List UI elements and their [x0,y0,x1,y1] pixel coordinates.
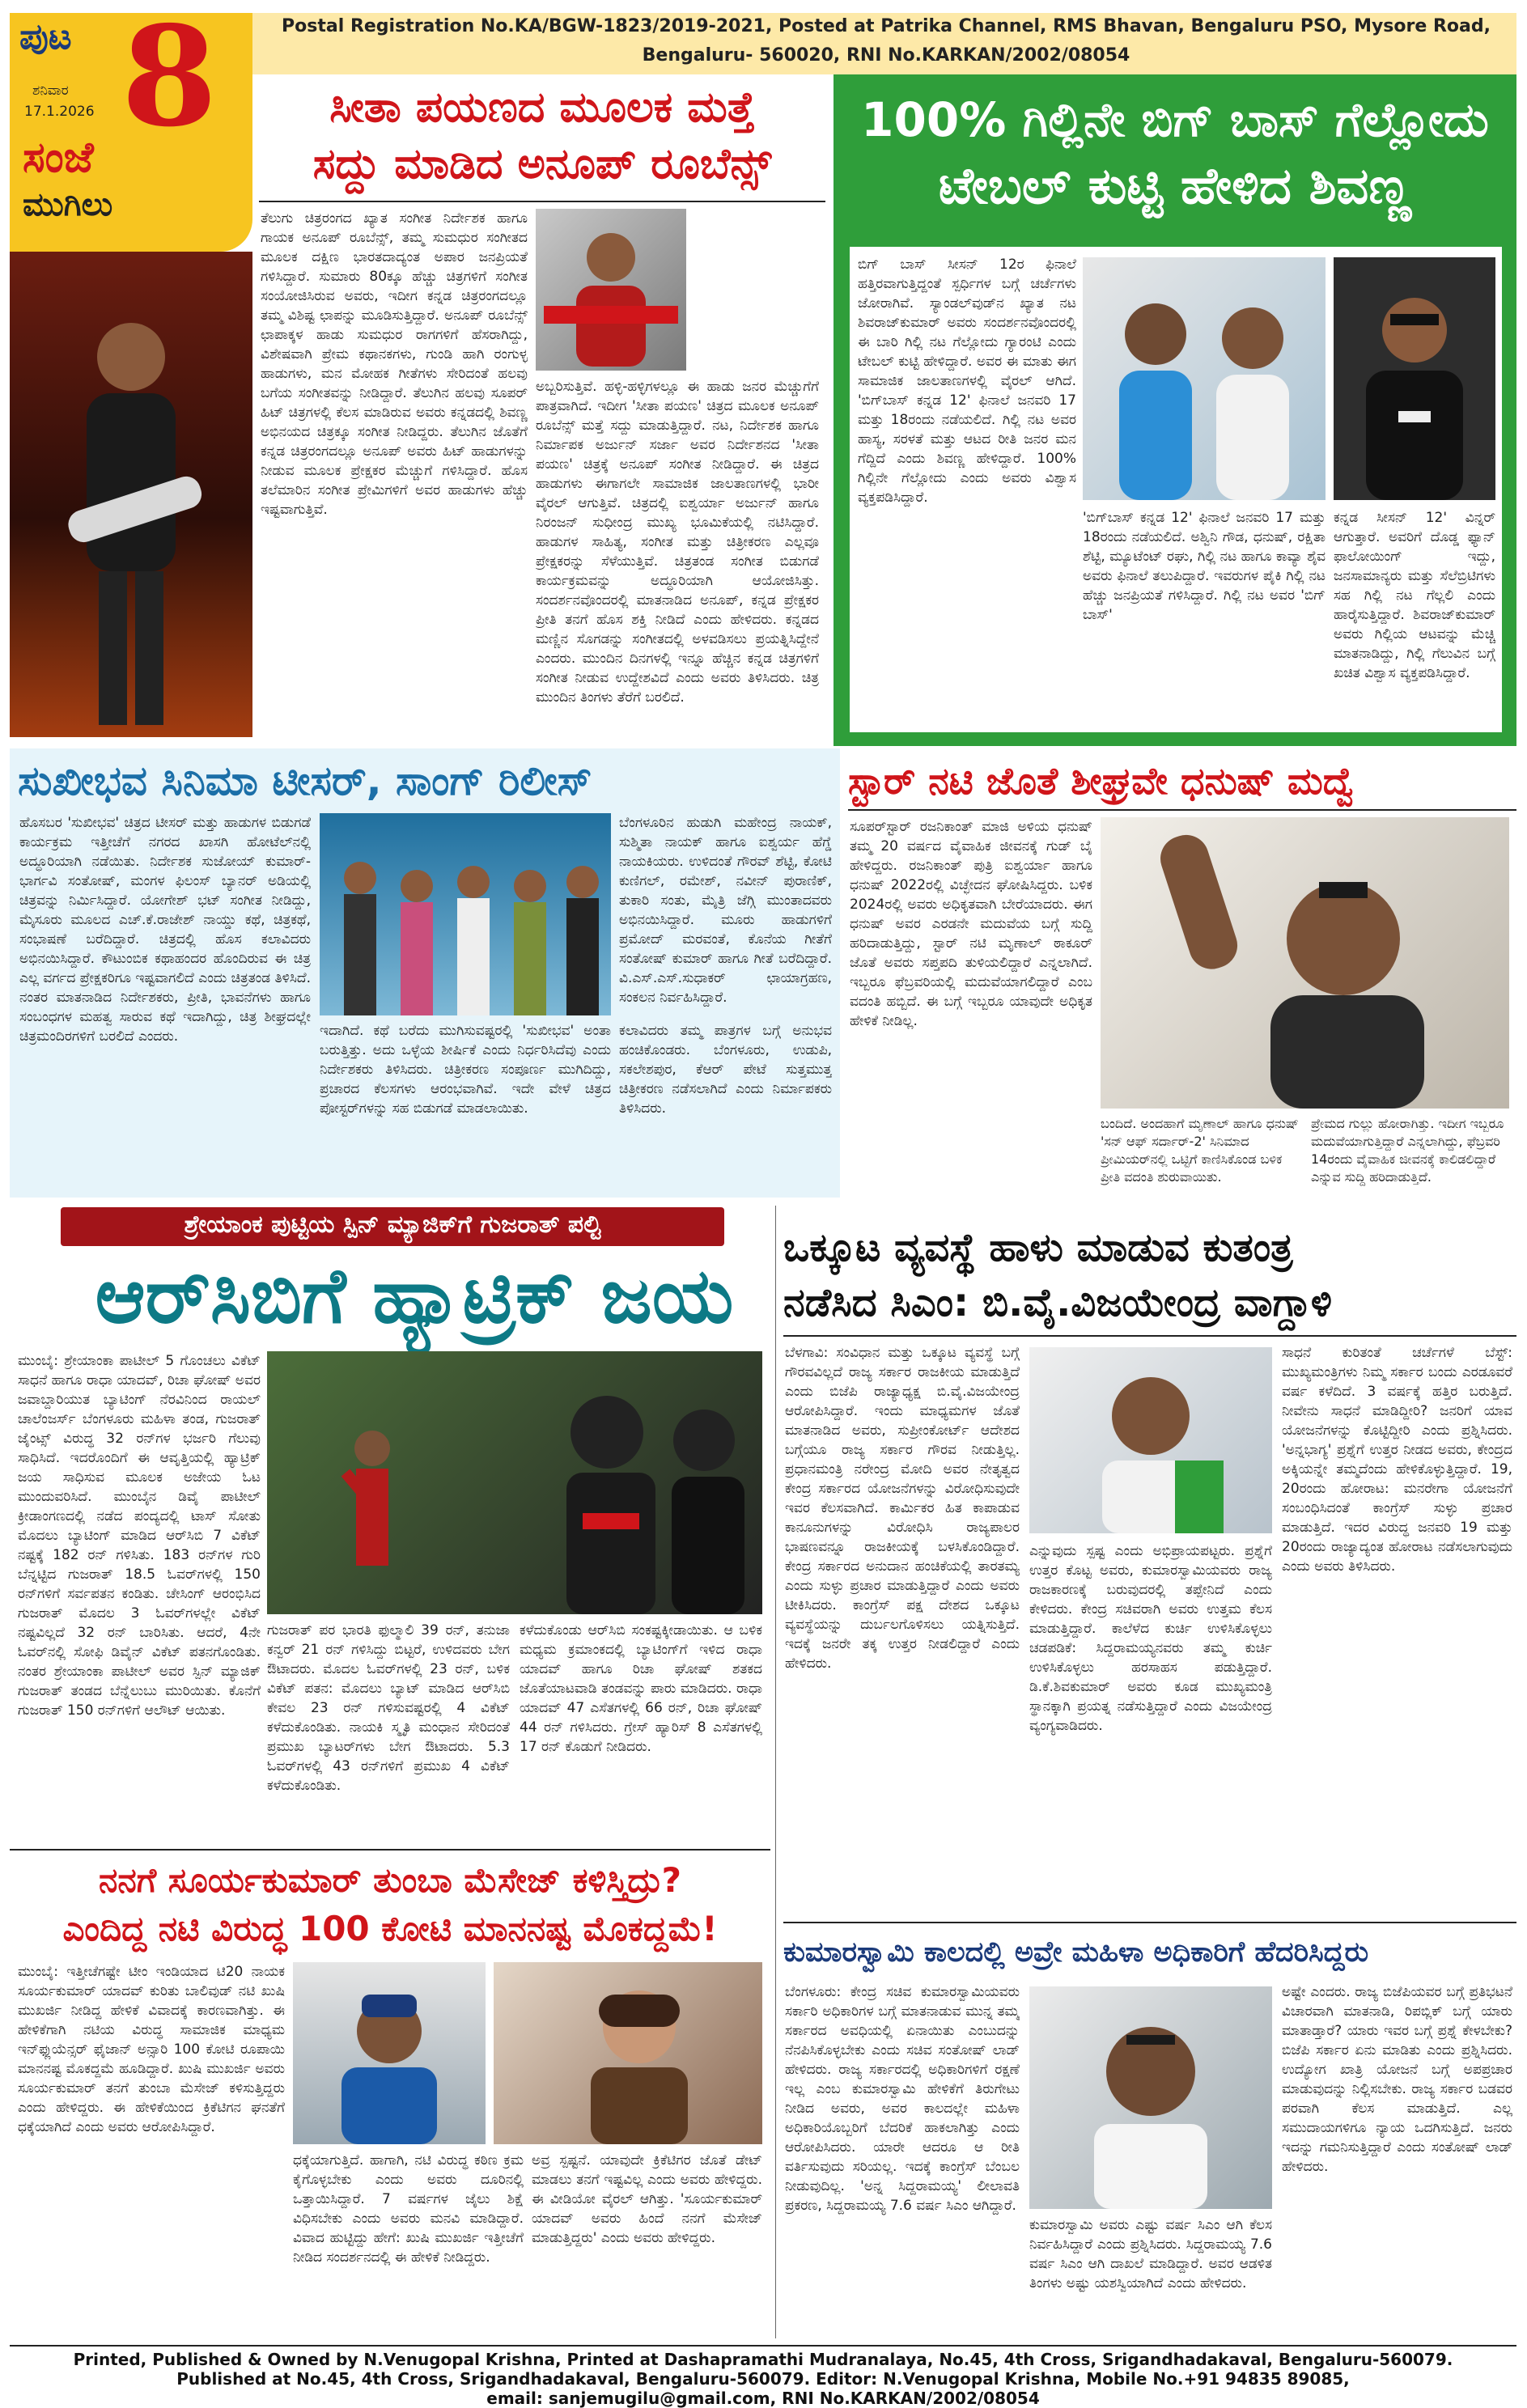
kumaraswamy-caption: ಕುಮಾರಸ್ವಾಮಿ ಅವರು ಎಷ್ಟು ವರ್ಷ ಸಿಎಂ ಆಗಿ ಕೆಲಸ ನಿರ್ವಹಿಸಿದ್ದಾರೆ ಎಂದು ಪ್ರಶ್ನಿಸಿದರು. ಸಿದ್ದರಾಮಯ್ಯ 7.6 ವರ್ಷ ಸಿಎಂ ಆಗಿ ದಾಖಲೆ ಮಾಡಿದ್ದಾರೆ. ಅವರ ಆಡಳಿತ ತಿಂಗಳು ಅಷ್ಟು ಯಶಸ್ವಿಯಾಗಿದೆ ಎಂದು ಹೇಳಿದರು. [1029,2217,1272,2291]
shivanna-col-1: ಬಿಗ್ ಬಾಸ್ ಸೀಸನ್ 12ರ ಫಿನಾಲೆ ಹತ್ತಿರವಾಗುತ್ತಿದ್ದಂತೆ ಸ್ಪರ್ಧಿಗಳ ಬಗ್ಗೆ ಚರ್ಚೆಗಳು ಜೋರಾಗಿವೆ. ಸ್ಯಾಂಡಲ್‌ವುಡ್‌ನ ಖ್ಯಾತ ನಟ ಶಿವರಾಜ್‌ಕುಮಾರ್ ಅವರು ಸಂದರ್ಶನವೊಂದರಲ್ಲಿ ಈ ಬಾರಿ ಗಿಲ್ಲಿ ನಟ ಗೆಲ್ಲೋದು ಗ್ಯಾರಂಟಿ ಎಂದು ಟೇಬಲ್ ಕುಟ್ಟಿ ಹೇಳಿದ್ದಾರೆ. ಅವರ ಈ ಮಾತು ಈಗ ಸಾಮಾಜಿಕ ಜಾಲತಾಣಗಳಲ್ಲಿ ವೈರಲ್ ಆಗಿದೆ. 'ಬಿಗ್‌ಬಾಸ್ ಕನ್ನಡ 12' ಫಿನಾಲೆ ಜನವರಿ 17 ಮತ್ತು 18ರಂದು ನಡೆಯಲಿದೆ. ಗಿಲ್ಲಿ ನಟ ಅವರ ಹಾಸ್ಯ, ಸರಳತೆ ಮತ್ತು ಆಟದ ರೀತಿ ಜನರ ಮನ ಗೆದ್ದಿದೆ ಎಂದು ಶಿವಣ್ಣ ಹೇಳಿದ್ದಾರೆ. 100% ಗಿಲ್ಲಿನೇ ಗೆಲ್ಲೋದು ಎಂದು ಅವರು ವಿಶ್ವಾಸ ವ್ಯಕ್ತಪಡಿಸಿದ್ದಾರೆ. [858,256,1076,506]
column-divider [775,1206,776,2338]
rcb-kicker: ಶ್ರೇಯಾಂಕ ಪುಟ್ಟಿಯ ಸ್ಪಿನ್ ಮ್ಯಾಜಿಕ್‌ಗೆ ಗುಜರಾತ್ ಪಲ್ಟಿ [184,1210,601,1239]
shivanna-photo-single [1334,257,1495,500]
footer-line-2: Published at No.45, 4th Cross, Srigandhadakaval, Bengaluru-560079. Editor: N.Venugopal Krishna, Mobile No.+91 94835 89085, [176,2369,1350,2389]
shivanna-headline-2: ಟೇಬಲ್ ಕುಟ್ಟಿ ಹೇಳಿದ ಶಿವಣ್ಣ [938,156,1412,215]
anoop-col-1: ತೆಲುಗು ಚಿತ್ರರಂಗದ ಖ್ಯಾತ ಸಂಗೀತ ನಿರ್ದೇಶಕ ಹಾಗೂ ಗಾಯಕ ಅನೂಪ್ ರೂಬೆನ್ಸ್, ತಮ್ಮ ಸುಮಧುರ ಸಂಗೀತದ ಮೂಲಕ ದಕ್ಷಿಣ ಭಾರತದಾದ್ಯಂತ ಅಪಾರ ಜನಪ್ರಿಯತೆ ಗಳಿಸಿದ್ದಾರೆ. ಸುಮಾರು 80ಕ್ಕೂ ಹೆಚ್ಚು ಚಿತ್ರಗಳಿಗೆ ಸಂಗೀತ ಸಂಯೋಜಿಸಿರುವ ಅವರು, ಇದೀಗ ಕನ್ನಡ ಚಿತ್ರರಂಗದಲ್ಲೂ ತಮ್ಮ ವಿಶಿಷ್ಟ ಛಾಪನ್ನು ಮೂಡಿಸುತ್ತಿದ್ದಾರೆ. ಅನೂಪ್ ರೂಬೆನ್ಸ್ ಛಾಪಾಕ್ಕಳ ಹಾಡು ಸುಮಧುರ ರಾಗಗಳಿಗೆ ಹೆಸರಾಗಿದ್ದು, ವಿಶೇಷವಾಗಿ ಪ್ರೇಮ ಕಥಾನಕಗಳು, ಗುಂಡಿ ಹಾಗಿ ರಂಗುಳ್ಳ ಹಾಡುಗಳು, ಮನ ಮೋಹಕ ಗೀತೆಗಳು ಸೇರಿದಂತೆ ಹಲವು ಬಗೆಯ ಸಂಗೀತವನ್ನು ನೀಡಿದ್ದಾರೆ. ತೆಲುಗಿನ ಹಲವು ಸೂಪರ್ ಹಿಟ್ ಚಿತ್ರಗಳಲ್ಲಿ ಕೆಲಸ ಮಾಡಿರುವ ಅವರು ಕನ್ನಡದಲ್ಲಿ ಶಿವಣ್ಣ ಅಭಿನಯದ ಚಿತ್ರಕ್ಕೂ ಸಂಗೀತ ನೀಡಿದ್ದರು. ತೆಲುಗಿನ ಜೊತೆಗೆ ಕನ್ನಡ ಚಿತ್ರರಂಗದಲ್ಲೂ ಅನೂಪ್ ಅವರು ಹಿಟ್ ಹಾಡುಗಳನ್ನು ನೀಡುವ ಮೂಲಕ ಪ್ರೇಕ್ಷಕರ ಮೆಚ್ಚುಗೆ ಗಳಿಸಿದ್ದಾರೆ. ಹೊಸ ತಲೆಮಾರಿನ ಸಂಗೀತ ಪ್ರೇಮಿಗಳಿಗೆ ಅವರ ಹಾಡುಗಳು ಹೆಚ್ಚು ಇಷ್ಟವಾಗುತ್ತಿವೆ. [261,210,528,518]
vijayendra-photo [1029,1347,1272,1533]
footer-rule [10,2345,1516,2347]
shivanna-col-3: ಕನ್ನಡ ಸೀಸನ್ 12' ವಿನ್ನರ್ ಆಗುತ್ತಾರೆ. ಅವರಿಗೆ ದೊಡ್ಡ ಫ್ಯಾನ್ ಫಾಲೋಯಿಂಗ್ ಇದ್ದು, ಜನಸಾಮಾನ್ಯರು ಮತ್ತು ಸೆಲೆಬ್ರಿಟಿಗಳು ಸಹ ಗಿಲ್ಲಿ ನಟ ಗೆಲ್ಲಲಿ ಎಂದು ಹಾರೈಸುತ್ತಿದ್ದಾರೆ. ಶಿವರಾಜ್‌ಕುಮಾರ್ ಅವರು ಗಿಲ್ಲಿಯ ಆಟವನ್ನು ಮೆಚ್ಚಿ ಮಾತನಾಡಿದ್ದು, ಗಿಲ್ಲಿ ಗೆಲುವಿನ ಬಗ್ಗೆ ಖಚಿತ ವಿಶ್ವಾಸ ವ್ಯಕ್ತಪಡಿಸಿದ್ದಾರೆ. [1334,510,1495,681]
sukhibhava-col-2: ಬೆಂಗಳೂರಿನ ಹುಡುಗಿ ಮಹೇಂದ್ರ ನಾಯಕ್, ಸುಶ್ಮಿತಾ ನಾಯಕ್ ಹಾಗೂ ಐಶ್ವರ್ಯ ಹೆಗ್ಡೆ ನಾಯಕಿಯರು. ಉಳಿದಂತೆ ಗೌರವ್ ಶೆಟ್ಟಿ, ಕೋಟಿ ಕುಣಿಗಲ್, ರಮೇಶ್, ನವೀನ್ ಪುರಾಣಿಕ್, ತುಕಾರಿ ಸಂತು, ಮೈತ್ರಿ ಜೆಗ್ಗಿ ಮುಂತಾದವರು ಅಭಿನಯಿಸಿದ್ದಾರೆ. ಮೂರು ಹಾಡುಗಳಿಗೆ ಪ್ರಮೋದ್ ಮರವಂತೆ, ಕೊನೆಯ ಗೀತೆಗೆ ಸಂತೋಷ್ ಕುಮಾರ್ ಹಾಗೂ ಗೀತೆ ಬರೆದಿದ್ದಾರೆ. ವಿ.ಎಸ್.ಎಸ್.ಸುಧಾಕರ್ ಛಾಯಾಗ್ರಹಣ, ಸಂಕಲನ ನಿರ್ವಹಿಸಿದ್ದಾರೆ. [619,815,832,1006]
cm-headline-1: ಒಕ್ಕೂಟ ವ್ಯವಸ್ಥೆ ಹಾಳು ಮಾಡುವ ಕುತಂತ್ರ [783,1225,1293,1270]
cm-headline-2: ನಡೆಸಿದ ಸಿಎಂ: ಬಿ.ವೈ.ವಿಜಯೇಂದ್ರ ವಾಗ್ದಾಳಿ [783,1280,1333,1325]
sukhibhava-col-1: ಹೊಸಬರ 'ಸುಖೀಭವ' ಚಿತ್ರದ ಟೀಸರ್ ಮತ್ತು ಹಾಡುಗಳ ಬಿಡುಗಡೆ ಕಾರ್ಯಕ್ರಮ ಇತ್ತೀಚೆಗೆ ನಗರದ ಖಾಸಗಿ ಹೋಟೆಲ್‌ನಲ್ಲಿ ಅದ್ಧೂರಿಯಾಗಿ ನಡೆಯಿತು. ನಿರ್ದೇಶಕ ಸುಜೋಯ್ ಕುಮಾರ್-ಭಾರ್ಗವಿ ಸಂತೋಷ್, ಮಂಗಳ ಫಿಲಂಸ್ ಬ್ಯಾನರ್ ಅಡಿಯಲ್ಲಿ ಚಿತ್ರವನ್ನು ನಿರ್ಮಿಸಿದ್ದಾರೆ. ಯೋಗೇಶ್ ಭಟ್ ಸಂಗೀತ ನೀಡಿದ್ದು, ಮೈಸೂರು ಮೂಲದ ಎಚ್.ಕೆ.ರಾಜೇಶ್ ನಾಯ್ಡು ಕಥೆ, ಚಿತ್ರಕಥೆ, ಸಂಭಾಷಣೆ ಬರೆದಿದ್ದಾರೆ. ಚಿತ್ರದಲ್ಲಿ ಹೊಸ ಕಲಾವಿದರು ಅಭಿನಯಿಸಿದ್ದಾರೆ. ಕೌಟುಂಬಿಕ ಕಥಾಹಂದರ ಹೊಂದಿರುವ ಈ ಚಿತ್ರ ಎಲ್ಲ ವರ್ಗದ ಪ್ರೇಕ್ಷಕರಿಗೂ ಇಷ್ಟವಾಗಲಿದೆ ಎಂದು ಚಿತ್ರತಂಡ ತಿಳಿಸಿದೆ. ನಂತರ ಮಾತನಾಡಿದ ನಿರ್ದೇಶಕರು, ಪ್ರೀತಿ, ಭಾವನೆಗಳು ಹಾಗೂ ಸಂಬಂಧಗಳ ಮಹತ್ವ ಸಾರುವ ಕಥೆ ಇದಾಗಿದ್ದು, ಚಿತ್ರ ಶೀಘ್ರದಲ್ಲೇ ಚಿತ್ರಮಂದಿರಗಳಿಗೆ ಬರಲಿದೆ ಎಂದರು. [19,815,311,1045]
issue-date: 17.1.2026 [24,104,95,120]
surya-col-1: ಮುಂಬೈ: ಇತ್ತೀಚೆಗಷ್ಟೇ ಟೀಂ ಇಂಡಿಯಾದ ಟಿ20 ನಾಯಕ ಸೂರ್ಯಕುಮಾರ್ ಯಾದವ್ ಕುರಿತು ಬಾಲಿವುಡ್ ನಟಿ ಖುಷಿ ಮುಖರ್ಜಿ ನೀಡಿದ್ದ ಹೇಳಿಕೆ ವಿವಾದಕ್ಕೆ ಕಾರಣವಾಗಿತ್ತು. ಈ ಹೇಳಿಕೆಗಾಗಿ ನಟಿಯ ವಿರುದ್ಧ ಸಾಮಾಜಿಕ ಮಾಧ್ಯಮ ಇನ್‌ಫ್ಲುಯೆನ್ಸರ್ ಫೈಜಾನ್ ಅನ್ಸಾರಿ 100 ಕೋಟಿ ರೂಪಾಯಿ ಮಾನನಷ್ಟ ಮೊಕದ್ದಮೆ ಹೂಡಿದ್ದಾರೆ. ಖುಷಿ ಮುಖರ್ಜಿ ಅವರು ಸೂರ್ಯಕುಮಾರ್ ತನಗೆ ತುಂಬಾ ಮೆಸೇಜ್ ಕಳಿಸುತ್ತಿದ್ದರು ಎಂದು ಹೇಳಿದ್ದರು. ಈ ಹೇಳಿಕೆಯಿಂದ ಕ್ರಿಕೆಟಿಗನ ಘನತೆಗೆ ಧಕ್ಕೆಯಾಗಿದೆ ಎಂದು ಅವರು ಆರೋಪಿಸಿದ್ದಾರೆ. [18,1964,285,2135]
cm-col-2: ಎನ್ನುವುದು ಸ್ಪಷ್ಟ ಎಂದು ಅಭಿಪ್ರಾಯಪಟ್ಟರು. ಪ್ರಶ್ನೆಗೆ ಉತ್ತರ ಕೊಟ್ಟ ಅವರು, ಕುಮಾರಸ್ವಾಮಿಯವರು ರಾಜ್ಯ ರಾಜಕಾರಣಕ್ಕೆ ಬರುವುದರಲ್ಲಿ ತಪ್ಪೇನಿದೆ ಎಂದು ಕೇಳಿದರು. ಕೇಂದ್ರ ಸಚಿವರಾಗಿ ಅವರು ಉತ್ತಮ ಕೆಲಸ ಮಾಡುತ್ತಿದ್ದಾರೆ. ಕಾಲೆಳೆದ ಕುರ್ಚಿ ಉಳಿಸಿಕೊಳ್ಳಲು ಚಡಪಡಿಕೆ: ಸಿದ್ದರಾಮಯ್ಯನವರು ತಮ್ಮ ಕುರ್ಚಿ ಉಳಿಸಿಕೊಳ್ಳಲು ಹರಸಾಹಸ ಪಡುತ್ತಿದ್ದಾರೆ. ಡಿ.ಕೆ.ಶಿವಕುಮಾರ್ ಅವರು ಕೂಡ ಮುಖ್ಯಮಂತ್ರಿ ಸ್ಥಾನಕ್ಕಾಗಿ ಪ್ರಯತ್ನ ನಡೆಸುತ್ತಿದ್ದಾರೆ ಎಂದು ವಿಜಯೇಂದ್ರ ವ್ಯಂಗ್ಯವಾಡಿದರು. [1029,1543,1272,1734]
kumaraswamy-col-1: ಬೆಂಗಳೂರು: ಕೇಂದ್ರ ಸಚಿವ ಕುಮಾರಸ್ವಾಮಿಯವರು ಸರ್ಕಾರಿ ಅಧಿಕಾರಿಗಳ ಬಗ್ಗೆ ಮಾತನಾಡುವ ಮುನ್ನ ತಮ್ಮ ಸರ್ಕಾರದ ಅವಧಿಯಲ್ಲಿ ಏನಾಯಿತು ಎಂಬುದನ್ನು ನೆನಪಿಸಿಕೊಳ್ಳಬೇಕು ಎಂದು ಸಚಿವ ಸಂತೋಷ್ ಲಾಡ್ ಹೇಳಿದರು. ರಾಜ್ಯ ಸರ್ಕಾರದಲ್ಲಿ ಅಧಿಕಾರಿಗಳಿಗೆ ರಕ್ಷಣೆ ಇಲ್ಲ ಎಂಬ ಕುಮಾರಸ್ವಾಮಿ ಹೇಳಿಕೆಗೆ ತಿರುಗೇಟು ನೀಡಿದ ಅವರು, ಅವರ ಕಾಲದಲ್ಲೇ ಮಹಿಳಾ ಅಧಿಕಾರಿಯೊಬ್ಬರಿಗೆ ಬೆದರಿಕೆ ಹಾಕಲಾಗಿತ್ತು ಎಂದು ಆರೋಪಿಸಿದರು. ಯಾರೇ ಆದರೂ ಆ ರೀತಿ ವರ್ತಿಸುವುದು ಸರಿಯಲ್ಲ. ಇದಕ್ಕೆ ಕಾಂಗ್ರೆಸ್ ಬೆಂಬಲ ನೀಡುವುದಿಲ್ಲ. 'ಅನ್ನ ಸಿದ್ದರಾಮಯ್ಯ' ಲೀಲಾವತಿ ಪ್ರಕರಣ, ಸಿದ್ದರಾಮಯ್ಯ 7.6 ವರ್ಷ ಸಿಎಂ ಆಗಿದ್ದಾರೆ. [785,1984,1020,2214]
sukhibhava-headline: ಸುಖೀಭವ ಸಿನಿಮಾ ಟೀಸರ್, ಸಾಂಗ್ ರಿಲೀಸ್ [18,757,592,804]
rcb-match-photo [267,1351,762,1614]
dhanush-photo [1101,817,1509,1109]
kumaraswamy-headline: ಕುಮಾರಸ್ವಾಮಿ ಕಾಲದಲ್ಲಿ ಅವ್ರೇ ಮಹಿಳಾ ಅಧಿಕಾರಿಗೆ ಹೆದರಿಸಿದ್ದರು [783,1936,1369,1969]
dhanush-rule [848,809,1516,811]
footer-line-3: email: sanjemugilu@gmail.com, RNI No.KARKAN/2002/08054 [486,2389,1040,2408]
page-label: ಪುಟ [19,16,72,57]
dhanush-col-1: ಸೂಪರ್‌ಸ್ಟಾರ್ ರಜನಿಕಾಂತ್ ಮಾಜಿ ಅಳಿಯ ಧನುಷ್ ತಮ್ಮ 20 ವರ್ಷದ ವೈವಾಹಿಕ ಜೀವನಕ್ಕೆ ಗುಡ್ ಬೈ ಹೇಳಿದ್ದರು. ರಜನಿಕಾಂತ್ ಪುತ್ರಿ ಐಶ್ವರ್ಯಾ ಹಾಗೂ ಧನುಷ್ 2022ರಲ್ಲಿ ವಿಚ್ಛೇದನ ಘೋಷಿಸಿದ್ದರು. ಬಳಿಕ 2024ರಲ್ಲಿ ಅವರು ಅಧಿಕೃತವಾಗಿ ಬೇರೆಯಾದರು. ಈಗ ಧನುಷ್ ಅವರ ಎರಡನೇ ಮದುವೆಯ ಬಗ್ಗೆ ಸುದ್ದಿ ಹರಿದಾಡುತ್ತಿದ್ದು, ಸ್ಟಾರ್ ನಟಿ ಮೃಣಾಲ್ ಠಾಕೂರ್ ಜೊತೆ ಅವರು ಸಪ್ತಪದಿ ತುಳಿಯಲಿದ್ದಾರೆ ಎನ್ನಲಾಗಿದೆ. ಇಬ್ಬರೂ ಫೆಬ್ರವರಿಯಲ್ಲಿ ಮದುವೆಯಾಗಲಿದ್ದಾರೆ ಎಂಬ ವದಂತಿ ಹಬ್ಬಿದೆ. ಈ ಬಗ್ಗೆ ಇಬ್ಬರೂ ಯಾವುದೇ ಅಧಿಕೃತ ಹೇಳಿಕೆ ನೀಡಿಲ್ಲ. [850,819,1092,1029]
sukhibhava-col-4: ಕಲಾವಿದರು ತಮ್ಮ ಪಾತ್ರಗಳ ಬಗ್ಗೆ ಅನುಭವ ಹಂಚಿಕೊಂಡರು. ಬೆಂಗಳೂರು, ಉಡುಪಿ, ಸಕಲೇಶಪುರ, ಕೆಆರ್ ಪೇಟೆ ಸುತ್ತಮುತ್ತ ಚಿತ್ರೀಕರಣ ನಡೆಸಲಾಗಿದೆ ಎಂದು ನಿರ್ಮಾಪಕರು ತಿಳಿಸಿದರು. [619,1023,832,1117]
cm-col-3: ಸಾಧನೆ ಕುರಿತಂತೆ ಚರ್ಚೆಗಳೆ ಬೆಸ್ಟ್: ಮುಖ್ಯಮಂತ್ರಿಗಳು ನಿಮ್ಮ ಸರ್ಕಾರ ಬಂದು ಎರಡೂವರೆ ವರ್ಷ ಕಳೆದಿದೆ. 3 ವರ್ಷಕ್ಕೆ ಹತ್ತಿರ ಬರುತ್ತಿದೆ. ನೀವೇನು ಸಾಧನೆ ಮಾಡಿದ್ದೀರಿ? ಜನರಿಗೆ ಯಾವ ಯೋಜನೆಗಳನ್ನು ಕೊಟ್ಟಿದ್ದೀರಿ ಎಂದು ಪ್ರಶ್ನಿಸಿದರು. 'ಅನ್ನಭಾಗ್ಯ' ಪ್ರಶ್ನೆಗೆ ಉತ್ತರ ನೀಡದ ಅವರು, ಕೇಂದ್ರದ ಅಕ್ಕಿಯನ್ನೇ ತಮ್ಮದೆಂದು ಹೇಳಿಕೊಳ್ಳುತ್ತಿದ್ದಾರೆ. 19, 20ರಂದು ಹೋರಾಟ: ಮನರೇಗಾ ಯೋಜನೆಗೆ ಸಂಬಂಧಿಸಿದಂತೆ ಕಾಂಗ್ರೆಸ್ ಸುಳ್ಳು ಪ್ರಚಾರ ಮಾಡುತ್ತಿದೆ. ಇದರ ವಿರುದ್ಧ ಜನವರಿ 19 ಮತ್ತು 20ರಂದು ರಾಜ್ಯಾದ್ಯಂತ ಹೋರಾಟ ನಡೆಸಲಾಗುವುದು ಎಂದು ಅವರು ತಿಳಿಸಿದರು. [1282,1345,1512,1575]
guitarist-photo [10,252,252,737]
paper-name-line2: ಮುಗಿಲು [23,186,113,223]
sukhibhava-col-3: ಇದಾಗಿದೆ. ಕಥೆ ಬರೆದು ಮುಗಿಸುವಷ್ಟರಲ್ಲಿ 'ಸುಖೀಭವ' ಅಂತಾ ಬರುತ್ತಿತ್ತು. ಅದು ಒಳ್ಳೆಯ ಶೀರ್ಷಿಕೆ ಎಂದು ನಿರ್ಧರಿಸಿದೆವು ಎಂದು ನಿರ್ದೇಶಕರು ತಿಳಿಸಿದರು. ಚಿತ್ರೀಕರಣ ಸಂಪೂರ್ಣ ಮುಗಿದಿದ್ದು, ಪ್ರಚಾರದ ಕೆಲಸಗಳು ಆರಂಭವಾಗಿವೆ. ಇದೇ ವೇಳೆ ಚಿತ್ರದ ಪೋಸ್ಟರ್‌ಗಳನ್ನು ಸಹ ಬಿಡುಗಡೆ ಮಾಡಲಾಯಿತು. [320,1023,611,1117]
issue-day: ಶನಿವಾರ [32,83,69,99]
suryakumar-photo [293,1962,486,2144]
rcb-col-1: ಮುಂಬೈ: ಶ್ರೇಯಾಂಕಾ ಪಾಟೀಲ್ 5 ಗೊಂಚಲು ವಿಕೆಟ್ ಸಾಧನೆ ಹಾಗೂ ರಾಧಾ ಯಾದವ್, ರಿಚಾ ಘೋಷ್ ಅವರ ಜವಾಬ್ದಾರಿಯುತ ಬ್ಯಾಟಿಂಗ್ ನೆರವಿನಿಂದ ರಾಯಲ್ ಚಾಲೆಂಜರ್ಸ್ ಬೆಂಗಳೂರು ಮಹಿಳಾ ತಂಡ, ಗುಜರಾತ್ ಜೈಂಟ್ಸ್ ವಿರುದ್ಧ 32 ರನ್‌ಗಳ ಭರ್ಜರಿ ಗೆಲುವು ಸಾಧಿಸಿದೆ. ಇದರೊಂದಿಗೆ ಈ ಆವೃತ್ತಿಯಲ್ಲಿ ಹ್ಯಾಟ್ರಿಕ್ ಜಯ ಸಾಧಿಸುವ ಮೂಲಕ ಅಜೇಯ ಓಟ ಮುಂದುವರಿಸಿದೆ. ಮುಂಬೈನ ಡಿವೈ ಪಾಟೀಲ್ ಕ್ರೀಡಾಂಗಣದಲ್ಲಿ ನಡೆದ ಪಂದ್ಯದಲ್ಲಿ ಟಾಸ್ ಸೋತು ಮೊದಲು ಬ್ಯಾಟಿಂಗ್ ಮಾಡಿದ ಆರ್‌ಸಿಬಿ 7 ವಿಕೆಟ್ ನಷ್ಟಕ್ಕೆ 182 ರನ್ ಗಳಿಸಿತು. 183 ರನ್‌ಗಳ ಗುರಿ ಬೆನ್ನಟ್ಟಿದ ಗುಜರಾತ್ 18.5 ಓವರ್‌ಗಳಲ್ಲಿ 150 ರನ್‌ಗಳಿಗೆ ಸರ್ವಪತನ ಕಂಡಿತು. ಚೇಸಿಂಗ್ ಆರಂಭಿಸಿದ ಗುಜರಾತ್ ಮೊದಲ 3 ಓವರ್‌ಗಳಲ್ಲೇ ವಿಕೆಟ್ ನಷ್ಟವಿಲ್ಲದೆ 32 ರನ್ ಬಾರಿಸಿತು. ಆದರೆ, 4ನೇ ಓವರ್‌ನಲ್ಲಿ ಸೋಫಿ ಡಿವೈನ್ ವಿಕೆಟ್ ಪತನಗೊಂಡಿತು. ನಂತರ ಶ್ರೇಯಾಂಕಾ ಪಾಟೀಲ್ ಅವರ ಸ್ಪಿನ್ ಮ್ಯಾಜಿಕ್ ಗುಜರಾತ್ ತಂಡದ ಬೆನ್ನೆಲುಬು ಮುರಿಯಿತು. ಕೊನೆಗೆ ಗುಜರಾತ್ 150 ರನ್‌ಗಳಿಗೆ ಆಲೌಟ್ ಆಯಿತು. [18,1353,261,1719]
rcb-caption-left: ಗುಜರಾತ್ ಪರ ಭಾರತಿ ಫುಲ್ಮಾಲಿ 39 ರನ್, ತನುಜಾ ಕನ್ವರ್ 21 ರನ್ ಗಳಿಸಿದ್ದು ಬಿಟ್ಟರೆ, ಉಳಿದವರು ಬೇಗ ಔಟಾದರು. ಮೊದಲ ಓವರ್‌ಗಳಲ್ಲಿ 23 ರನ್, ಬಳಿಕ ವಿಕೆಟ್ ಪತನ: ಮೊದಲು ಬ್ಯಾಟ್ ಮಾಡಿದ ಆರ್‌ಸಿಬಿ ಕೇವಲ 23 ರನ್ ಗಳಿಸುವಷ್ಟರಲ್ಲಿ 4 ವಿಕೆಟ್ ಕಳೆದುಕೊಂಡಿತು. ನಾಯಕಿ ಸ್ಮೃತಿ ಮಂಧಾನ ಸೇರಿದಂತೆ ಪ್ರಮುಖ ಬ್ಯಾಟರ್‌ಗಳು ಬೇಗ ಔಟಾದರು. 5.3 ಓವರ್‌ಗಳಲ್ಲಿ 43 ರನ್‌ಗಳಿಗೆ ಪ್ರಮುಖ 4 ವಿಕೆಟ್ ಕಳೆದುಕೊಂಡಿತು. [267,1622,510,1794]
sukhibhava-group-photo [320,813,611,1015]
dhanush-caption-1: ಬಂದಿದೆ. ಅಂದಹಾಗೆ ಮೃಣಾಲ್ ಹಾಗೂ ಧನುಷ್ 'ಸನ್ ಆಫ್ ಸರ್ದಾರ್-2' ಸಿನಿಮಾದ ಪ್ರೀಮಿಯರ್‌ನಲ್ಲಿ ಒಟ್ಟಿಗೆ ಕಾಣಿಸಿಕೊಂಡ ಬಳಿಕ ಪ್ರೀತಿ ವದಂತಿ ಶುರುವಾಯಿತು. [1101,1116,1299,1185]
shivanna-col-2: 'ಬಿಗ್‌ಬಾಸ್ ಕನ್ನಡ 12' ಫಿನಾಲೆ ಜನವರಿ 17 ಮತ್ತು 18ರಂದು ನಡೆಯಲಿದೆ. ಅಶ್ವಿನಿ ಗೌಡ, ಧನುಷ್, ರಕ್ಷಿತಾ ಶೆಟ್ಟಿ, ಮ್ಯೂಟೆಂಟ್ ರಘು, ಗಿಲ್ಲಿ ನಟ ಹಾಗೂ ಕಾವ್ಯಾ ಶೈವ ಅವರು ಫಿನಾಲೆ ತಲುಪಿದ್ದಾರೆ. ಇವರುಗಳ ಪೈಕಿ ಗಿಲ್ಲಿ ನಟ ಹೆಚ್ಚು ಜನಪ್ರಿಯತೆ ಗಳಿಸಿದ್ದಾರೆ. ಗಿಲ್ಲಿ ನಟ ಅವರ 'ಬಿಗ್ ಬಾಸ್' [1083,510,1326,623]
surya-col-3: ಅವ್ರ ಸ್ಪಷ್ಟನೆ. ಯಾವುದೇ ಕ್ರಿಕೆಟಿಗರ ಜೊತೆ ಡೇಟ್ ಮಾಡಲು ತನಗೆ ಇಷ್ಟವಿಲ್ಲ ಎಂದು ಅವರು ಹೇಳಿದ್ದರು. ಈ ವೀಡಿಯೋ ವೈರಲ್ ಆಗಿತ್ತು. 'ಸೂರ್ಯಕುಮಾರ್ ಯಾದವ್ ಅವರು ಹಿಂದೆ ನನಗೆ ಮೆಸೇಜ್ ಮಾಡುತ್ತಿದ್ದರು' ಎಂದು ಅವರು ಹೇಳಿದ್ದರು. [532,2152,762,2246]
shivanna-photo-pair [1083,257,1326,500]
dhanush-headline: ಸ್ಟಾರ್ ನಟಿ ಜೊತೆ ಶೀಘ್ರವೇ ಧನುಷ್ ಮದ್ವೆ [848,759,1355,803]
postal-line-2: Bengaluru- 560020, RNI No.KARKAN/2002/08054 [642,45,1130,66]
surya-headline-1: ನನಗೆ ಸೂರ್ಯಕುಮಾರ್ ತುಂಬಾ ಮೆಸೇಜ್ ಕಳಿಸ್ತಿದ್ರು? [99,1860,681,1900]
postal-line-1: Postal Registration No.KA/BGW-1823/2019-2021, Posted at Patrika Channel, RMS Bhavan, Bengaluru PSO, Mysore Road, [282,16,1491,36]
surya-headline-2: ಎಂದಿದ್ದ ನಟಿ ವಿರುದ್ಧ 100 ಕೋಟಿ ಮಾನನಷ್ಟ ಮೊಕದ್ದಮೆ! [62,1909,718,1948]
footer-line-1: Printed, Published & Owned by N.Venugopal Krishna, Printed at Dashapramathi Mudranalaya, No.45, 4th Cross, Srigandhadakaval, Bengaluru-560079. [73,2350,1453,2369]
anoop-col-2: ಅಬ್ಬರಿಸುತ್ತಿವೆ. ಹಳ್ಳಿ-ಹಳ್ಳಿಗಳಲ್ಲೂ ಈ ಹಾಡು ಜನರ ಮೆಚ್ಚುಗೆಗೆ ಪಾತ್ರವಾಗಿದೆ. ಇದೀಗ 'ಸೀತಾ ಪಯಣ' ಚಿತ್ರದ ಮೂಲಕ ಅನೂಪ್ ರೂಬೆನ್ಸ್ ಮತ್ತೆ ಸದ್ದು ಮಾಡುತ್ತಿದ್ದಾರೆ. ನಟ, ನಿರ್ದೇಶಕ ಹಾಗೂ ನಿರ್ಮಾಪಕ ಅರ್ಜುನ್ ಸರ್ಜಾ ಅವರ ನಿರ್ದೇಶನದ 'ಸೀತಾ ಪಯಣ' ಚಿತ್ರಕ್ಕೆ ಅನೂಪ್ ಸಂಗೀತ ನೀಡಿದ್ದಾರೆ. ಈ ಚಿತ್ರದ ಹಾಡುಗಳು ಈಗಾಗಲೇ ಸಾಮಾಜಿಕ ಜಾಲತಾಣಗಳಲ್ಲಿ ಭಾರೀ ವೈರಲ್ ಆಗುತ್ತಿವೆ. ಚಿತ್ರದಲ್ಲಿ ಐಶ್ವರ್ಯಾ ಅರ್ಜುನ್ ಹಾಗೂ ನಿರಂಜನ್ ಸುಧೀಂದ್ರ ಮುಖ್ಯ ಭೂಮಿಕೆಯಲ್ಲಿ ನಟಿಸಿದ್ದಾರೆ. ಹಾಡುಗಳ ಸಾಹಿತ್ಯ, ಸಂಗೀತ ಮತ್ತು ಚಿತ್ರೀಕರಣ ಎಲ್ಲವೂ ಪ್ರೇಕ್ಷಕರನ್ನು ಸೆಳೆಯುತ್ತಿವೆ. ಚಿತ್ರತಂಡ ಸಂಗೀತ ಬಿಡುಗಡೆ ಕಾರ್ಯಕ್ರಮವನ್ನು ಅದ್ಧೂರಿಯಾಗಿ ಆಯೋಜಿಸಿತ್ತು. ಸಂದರ್ಶನವೊಂದರಲ್ಲಿ ಮಾತನಾಡಿದ ಅನೂಪ್, ಕನ್ನಡ ಪ್ರೇಕ್ಷಕರ ಪ್ರೀತಿ ತನಗೆ ಹೊಸ ಶಕ್ತಿ ನೀಡಿದೆ ಎಂದು ಹೇಳಿದರು. ಕನ್ನಡದ ಮಣ್ಣಿನ ಸೊಗಡನ್ನು ಸಂಗೀತದಲ್ಲಿ ಅಳವಡಿಸಲು ಪ್ರಯತ್ನಿಸಿದ್ದೇನೆ ಎಂದರು. ಮುಂದಿನ ದಿನಗಳಲ್ಲಿ ಇನ್ನೂ ಹೆಚ್ಚಿನ ಕನ್ನಡ ಚಿತ್ರಗಳಿಗೆ ಸಂಗೀತ ನೀಡುವ ಉದ್ದೇಶವಿದೆ ಎಂದು ಅವರು ತಿಳಿಸಿದರು. ಚಿತ್ರ ಮುಂದಿನ ತಿಂಗಳು ತೆರೆಗೆ ಬರಲಿದೆ. [536,379,819,706]
surya-top-rule [10,1849,770,1851]
dhanush-caption-2: ಪ್ರೇಮದ ಗುಲ್ಲು ಹೋರಾಗಿತ್ತು. ಇದೀಗ ಇಬ್ಬರೂ ಮದುವೆಯಾಗುತ್ತಿದ್ದಾರೆ ಎನ್ನಲಾಗಿದ್ದು, ಫೆಬ್ರವರಿ 14ರಂದು ವೈವಾಹಿಕ ಜೀವನಕ್ಕೆ ಕಾಲಿಡಲಿದ್ದಾರೆ ಎನ್ನುವ ಸುದ್ದಿ ಹರಿದಾಡುತ್ತಿದೆ. [1311,1116,1504,1185]
santosh-lad-photo [1029,1986,1272,2209]
shivanna-headline-1: 100% ಗಿಲ್ಲಿನೇ ಬಿಗ್ ಬಾಸ್ ಗೆಲ್ಲೋದು [861,92,1489,147]
anoop-headline-2: ಸದ್ದು ಮಾಡಿದ ಅನೂಪ್ ರೂಬೆನ್ಸ್ [312,140,772,189]
anoop-rule [259,201,825,202]
cm-col-1: ಬೆಳಗಾವಿ: ಸಂವಿಧಾನ ಮತ್ತು ಒಕ್ಕೂಟ ವ್ಯವಸ್ಥೆ ಬಗ್ಗೆ ಗೌರವವಿಲ್ಲದೆ ರಾಜ್ಯ ಸರ್ಕಾರ ರಾಜಕೀಯ ಮಾಡುತ್ತಿದೆ ಎಂದು ಬಿಜೆಪಿ ರಾಜ್ಯಾಧ್ಯಕ್ಷ ಬಿ.ವೈ.ವಿಜಯೇಂದ್ರ ಆರೋಪಿಸಿದ್ದಾರೆ. ಇಂದು ಮಾಧ್ಯಮಗಳ ಜೊತೆ ಮಾತನಾಡಿದ ಅವರು, ಸುಪ್ರೀಂಕೋರ್ಟ್ ಆದೇಶದ ಬಗ್ಗೆಯೂ ರಾಜ್ಯ ಸರ್ಕಾರ ಗೌರವ ನೀಡುತ್ತಿಲ್ಲ. ಪ್ರಧಾನಮಂತ್ರಿ ನರೇಂದ್ರ ಮೋದಿ ಅವರ ನೇತೃತ್ವದ ಕೇಂದ್ರ ಸರ್ಕಾರದ ಯೋಜನೆಗಳನ್ನು ವಿರೋಧಿಸುವುದೇ ಇವರ ಕೆಲಸವಾಗಿದೆ. ಕಾರ್ಮಿಕರ ಹಿತ ಕಾಪಾಡುವ ಕಾನೂನುಗಳನ್ನು ವಿರೋಧಿಸಿ ರಾಜ್ಯಪಾಲರ ಭಾಷಣವನ್ನೂ ರಾಜಕೀಯಕ್ಕೆ ಬಳಸಿಕೊಂಡಿದ್ದಾರೆ. ಕೇಂದ್ರ ಸರ್ಕಾರದ ಅನುದಾನ ಹಂಚಿಕೆಯಲ್ಲಿ ತಾರತಮ್ಯ ಎಂದು ಸುಳ್ಳು ಪ್ರಚಾರ ಮಾಡುತ್ತಿದ್ದಾರೆ ಎಂದು ಅವರು ಟೀಕಿಸಿದರು. ಕಾಂಗ್ರೆಸ್ ಪಕ್ಷ ದೇಶದ ಒಕ್ಕೂಟ ವ್ಯವಸ್ಥೆಯನ್ನು ದುರ್ಬಲಗೊಳಿಸಲು ಯತ್ನಿಸುತ್ತಿದೆ. ಇದಕ್ಕೆ ಜನರೇ ತಕ್ಕ ಉತ್ತರ ನೀಡಲಿದ್ದಾರೆ ಎಂದು ಹೇಳಿದರು. [785,1345,1020,1672]
surya-col-2: ಧಕ್ಕೆಯಾಗುತ್ತಿದೆ. ಹಾಗಾಗಿ, ನಟಿ ವಿರುದ್ಧ ಕಠಿಣ ಕ್ರಮ ಕೈಗೊಳ್ಳಬೇಕು ಎಂದು ಅವರು ದೂರಿನಲ್ಲಿ ಒತ್ತಾಯಿಸಿದ್ದಾರೆ. 7 ವರ್ಷಗಳ ಜೈಲು ಶಿಕ್ಷೆ ವಿಧಿಸಬೇಕು ಎಂದು ಅವರು ಮನವಿ ಮಾಡಿದ್ದಾರೆ. ವಿವಾದ ಹುಟ್ಟಿದ್ದು ಹೇಗೆ: ಖುಷಿ ಮುಖರ್ಜಿ ಇತ್ತೀಚೆಗೆ ನೀಡಿದ ಸಂದರ್ಶನದಲ್ಲಿ ಈ ಹೇಳಿಕೆ ನೀಡಿದ್ದರು. [293,2152,524,2266]
anoop-headline-1: ಸೀತಾ ಪಯಣದ ಮೂಲಕ ಮತ್ತೆ [329,83,755,132]
actress-photo [494,1962,762,2144]
page-number: 8 [121,0,218,158]
rcb-headline: ಆರ್‌ಸಿಬಿಗೆ ಹ್ಯಾಟ್ರಿಕ್ ಜಯ [95,1253,734,1341]
rcb-caption-right: ಕಳೆದುಕೊಂಡು ಆರ್‌ಸಿಬಿ ಸಂಕಷ್ಟಕ್ಕೀಡಾಯಿತು. ಆ ಬಳಿಕ ಮಧ್ಯಮ ಕ್ರಮಾಂಕದಲ್ಲಿ ಬ್ಯಾಟಿಂಗ್‌ಗೆ ಇಳಿದ ರಾಧಾ ಯಾದವ್ ಹಾಗೂ ರಿಚಾ ಘೋಷ್ ಶತಕದ ಜೊತೆಯಾಟವಾಡಿ ತಂಡವನ್ನು ಪಾರು ಮಾಡಿದರು. ರಾಧಾ ಯಾದವ್ 47 ಎಸೆತಗಳಲ್ಲಿ 66 ರನ್, ರಿಚಾ ಘೋಷ್ 44 ರನ್ ಗಳಿಸಿದರು. ಗ್ರೇಸ್ ಹ್ಯಾರಿಸ್ 8 ಎಸೆತಗಳಲ್ಲಿ 17 ರನ್ ಕೊಡುಗೆ ನೀಡಿದರು. [520,1622,762,1755]
kumaraswamy-col-3: ಅಷ್ಟೇ ಎಂದರು. ರಾಜ್ಯ ಬಿಜೆಪಿಯವರ ಬಗ್ಗೆ ಪ್ರತಿಭಟನೆ ವಿಚಾರವಾಗಿ ಮಾತನಾಡಿ, ರಿಪಬ್ಲಿಕ್ ಬಗ್ಗೆ ಯಾರು ಮಾತಾಡ್ತಾರೆ? ಯಾರು ಇವರ ಬಗ್ಗೆ ಪ್ರಶ್ನೆ ಕೇಳಬೇಕು? ಬಿಜೆಪಿ ಸರ್ಕಾರ ಏನು ಮಾಡಿತು ಎಂದು ಪ್ರಶ್ನಿಸಿದರು. ಉದ್ಯೋಗ ಖಾತ್ರಿ ಯೋಜನೆ ಬಗ್ಗೆ ಅಪಪ್ರಚಾರ ಮಾಡುವುದನ್ನು ನಿಲ್ಲಿಸಬೇಕು. ರಾಜ್ಯ ಸರ್ಕಾರ ಬಡವರ ಪರವಾಗಿ ಕೆಲಸ ಮಾಡುತ್ತಿದೆ. ಎಲ್ಲ ಸಮುದಾಯಗಳಿಗೂ ನ್ಯಾಯ ಒದಗಿಸುತ್ತಿದೆ. ಜನರು ಇದನ್ನು ಗಮನಿಸುತ್ತಿದ್ದಾರೆ ಎಂದು ಸಂತೋಷ್ ಲಾಡ್ ಹೇಳಿದರು. [1282,1984,1512,2175]
anoop-keyboard-photo [536,209,686,371]
kumaraswamy-top-rule [783,1922,1516,1923]
cm-rule [783,1335,1516,1337]
paper-name-line1: ಸಂಜೆ [23,134,94,182]
